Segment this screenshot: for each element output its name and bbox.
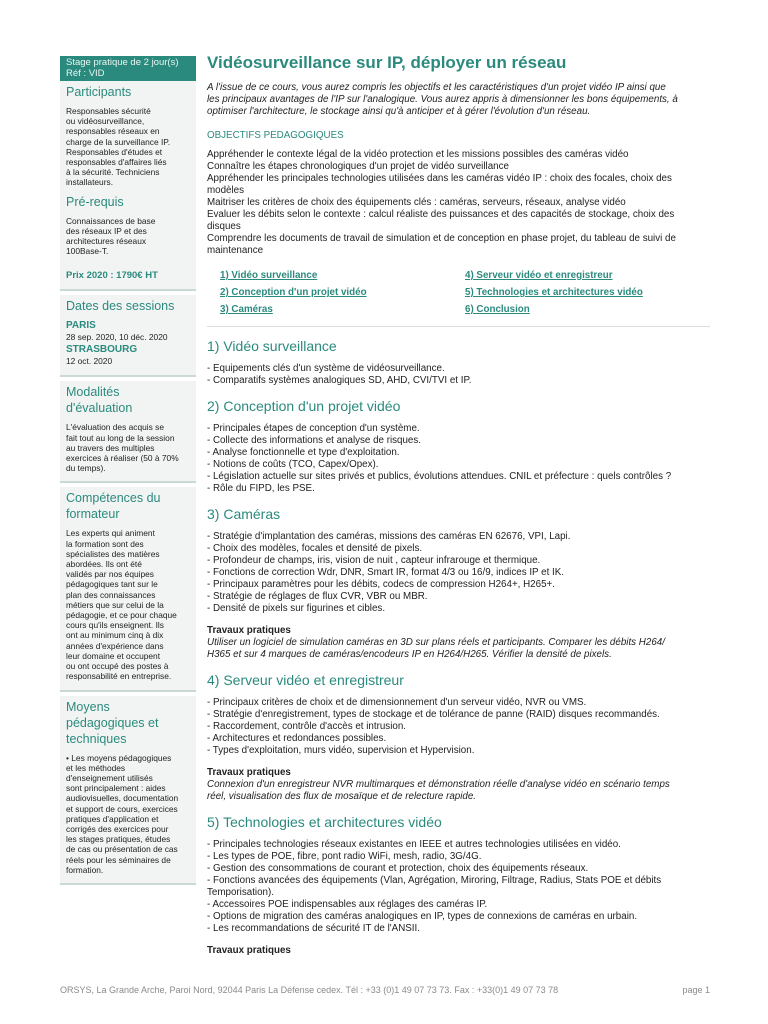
text-line: plan des connaissances xyxy=(66,589,156,600)
bullet-item: - Rôle du FIPD, les PSE. xyxy=(207,483,315,494)
bullet-item: - Fonctions de correction Wdr, DNR, Smart IR, format 4/3 ou 16/9, indices IP et IK. xyxy=(207,567,565,578)
text-line: Connexion d'un enregistreur NVR multimarques et démonstration réelle d'analyse vidéo en scénario temps xyxy=(207,779,670,790)
page-footer xyxy=(60,985,710,995)
stage-info-box xyxy=(60,56,196,81)
text-line: Appréhender le contexte légal de la vidéo protection et les missions possibles des caméras vidéo xyxy=(207,149,629,160)
moyens-section xyxy=(60,696,196,885)
section-heading: 2) Conception d'un projet vidéo xyxy=(207,398,401,414)
text-line: métiers que sur celui de la xyxy=(66,599,164,610)
tp-heading: Travaux pratiques xyxy=(207,945,291,956)
session-dates-strasbourg: 12 oct. 2020 xyxy=(66,356,113,367)
bullet-item: - Principales étapes de conception d'un système. xyxy=(207,423,420,434)
section-bullets xyxy=(207,423,710,495)
text-line: pédagogie, et ce pour chaque xyxy=(66,610,177,621)
text-line: des réseaux IP et des xyxy=(66,225,147,236)
bullet-item: - Les recommandations de sécurité IT de l'ANSII. xyxy=(207,923,420,934)
bullet-item: - Equipements clés d'un système de vidéosurveillance. xyxy=(207,363,445,374)
section-video-surveillance xyxy=(207,337,710,387)
section-cameras xyxy=(207,505,710,661)
footer-address: ORSYS, La Grande Arche, Paroi Nord, 92044 Paris La Défense cedex. Tél : +33 (0)1 49 07 73 73. Fax : +33(0)1 49 07 73 78 xyxy=(60,985,559,995)
sidebar xyxy=(60,56,196,885)
text-line: la formation sont des xyxy=(66,538,144,549)
text-line: validés par nos équipes xyxy=(66,569,154,580)
text-line: pédagogiques tant sur le xyxy=(66,579,158,590)
text-line: ou vidéosurveillance, xyxy=(66,116,145,127)
bullet-item: - Stratégie d'implantation des caméras, missions des caméras EN 62676, VPI, Lapi. xyxy=(207,531,571,542)
text-line: du temps). xyxy=(66,463,106,474)
tp-heading: Travaux pratiques xyxy=(207,625,291,636)
bullet-item: - Architectures et redondances possibles. xyxy=(207,733,387,744)
text-line: charge de la surveillance IP. xyxy=(66,136,171,147)
section-heading: 3) Caméras xyxy=(207,506,281,522)
toc-link-conclusion[interactable]: 6) Conclusion xyxy=(465,304,530,315)
tp-text xyxy=(207,779,710,803)
tp-heading: Travaux pratiques xyxy=(207,767,291,778)
text-line: Connaître les étapes chronologiques d'un projet de vidéo surveillance xyxy=(207,161,509,172)
bullet-item: - Accessoires POE indispensables aux réglages des caméras IP. xyxy=(207,899,488,910)
text-line: responsabilité en entreprise. xyxy=(66,671,172,682)
session-dates-paris: 28 sep. 2020, 10 déc. 2020 xyxy=(66,332,168,343)
bullet-item: - Types d'exploitation, murs vidéo, supervision et Hypervision. xyxy=(207,745,475,756)
table-of-contents xyxy=(207,269,710,320)
bullet-item: Temporisation). xyxy=(207,887,274,898)
course-intro xyxy=(207,82,710,118)
toc-column-left xyxy=(220,269,465,320)
prereq-heading: Pré-requis xyxy=(66,194,124,209)
modalites-heading xyxy=(66,384,190,416)
bullet-item: - Les types de POE, fibre, pont radio WiFi, mesh, radio, 3G/4G. xyxy=(207,851,482,862)
text-line: Comprendre les documents de travail de simulation et de conception en phase projet, du tableau de suivi de xyxy=(207,233,676,244)
bullet-item: - Stratégie d'enregistrement, types de stockage et de tolérance de panne (RAID) disques recommandés. xyxy=(207,709,660,720)
text-line: optimiser l'architecture, le stockage ainsi qu'à anticiper et à gérer l'évolution d'un réseau. xyxy=(207,106,591,117)
heading-line: Modalités xyxy=(66,385,120,400)
participants-text xyxy=(66,106,190,188)
sessions-heading: Dates des sessions xyxy=(66,299,175,314)
bullet-item: - Gestion des consommations de courant et protection, choix des équipements réseaux. xyxy=(207,863,589,874)
section-heading: 5) Technologies et architectures vidéo xyxy=(207,814,442,830)
bullet-item: - Collecte des informations et analyse de risques. xyxy=(207,435,422,446)
bullet-item: - Principales technologies réseaux existantes en IEEE et autres technologies utilisées en vidéo. xyxy=(207,839,621,850)
text-line: à la sécurité. Techniciens xyxy=(66,167,160,178)
text-line: Les experts qui animent xyxy=(66,528,155,539)
text-line: et les méthodes xyxy=(66,762,126,773)
section-bullets xyxy=(207,531,710,615)
bullet-item: - Options de migration des caméras analogiques en IP, types de connexions de caméras en urbain. xyxy=(207,911,638,922)
text-line: Appréhender les principales technologies utilisées dans les caméras vidéo IP : choix des focales, choix des xyxy=(207,173,672,184)
section-bullets xyxy=(207,839,710,935)
page-title: Vidéosurveillance sur IP, déployer un réseau xyxy=(207,53,567,72)
bullet-item: - Profondeur de champs, iris, vision de nuit , capteur infrarouge et thermique. xyxy=(207,555,541,566)
bullet-item: - Choix des modèles, focales et densité de pixels. xyxy=(207,543,423,554)
text-line: Responsables sécurité xyxy=(66,106,151,116)
heading-line: pédagogiques et xyxy=(66,715,159,730)
text-line: de cas ou présentation de cas xyxy=(66,844,178,855)
text-line: et support de cours, exercices xyxy=(66,803,178,814)
text-line: ont au minimum cinq à dix xyxy=(66,630,164,641)
text-line: Responsables d'études et xyxy=(66,146,163,157)
toc-link-technologies[interactable]: 5) Technologies et architectures vidéo xyxy=(465,287,643,298)
text-line: ou ont occupé des postes à xyxy=(66,661,169,672)
text-line: architectures réseaux xyxy=(66,236,147,247)
text-line: Evaluer les débits selon le contexte : calcul réaliste des puissances et des capacités de stockage, choix des xyxy=(207,209,675,220)
text-line: A l'issue de ce cours, vous aurez compris les objectifs et les caractéristiques d'un projet vidéo IP ainsi que xyxy=(207,82,666,93)
heading-line: Compétences du xyxy=(66,491,161,506)
heading-line: formateur xyxy=(66,507,120,522)
text-line: disques xyxy=(207,221,241,232)
bullet-item: - Notions de coûts (TCO, Capex/Opex). xyxy=(207,459,379,470)
heading-line: techniques xyxy=(66,731,127,746)
toc-link-cameras[interactable]: 3) Caméras xyxy=(220,304,273,315)
text-line: responsables d'affaires liés xyxy=(66,157,167,168)
toc-link-serveur[interactable]: 4) Serveur vidéo et enregistreur xyxy=(465,270,613,281)
divider xyxy=(207,326,710,327)
competences-text xyxy=(66,528,190,681)
text-line: 100Base-T. xyxy=(66,246,109,257)
section-technologies xyxy=(207,813,710,957)
objectives-list xyxy=(207,149,710,257)
participants-heading: Participants xyxy=(66,85,132,99)
bullet-item: - Analyse fonctionnelle et type d'exploitation. xyxy=(207,447,400,458)
heading-line: Moyens xyxy=(66,699,110,714)
bullet-item: - Densité de pixels sur figurines et cibles. xyxy=(207,603,386,614)
session-city-strasbourg[interactable]: STRASBOURG xyxy=(66,344,138,356)
text-line: leur domaine et occupent xyxy=(66,650,161,661)
text-line: responsables réseaux en xyxy=(66,126,160,137)
text-line: installateurs. xyxy=(66,177,114,188)
text-line: Maitriser les critères de choix des équipements clés : caméras, serveurs, réseaux, analyse vidéo xyxy=(207,197,626,208)
text-line: au travers des multiples xyxy=(66,442,155,453)
toc-column-right xyxy=(465,269,710,320)
text-line: maintenance xyxy=(207,245,264,256)
competences-heading xyxy=(66,490,190,522)
toc-link-video-surveillance[interactable]: 1) Vidéo surveillance xyxy=(220,270,318,281)
text-line: d'enseignement utilisés xyxy=(66,772,153,783)
text-line: abordées. Ils ont été xyxy=(66,559,142,570)
text-line: sont principalement : aides xyxy=(66,783,166,794)
text-line: Utiliser un logiciel de simulation caméras en 3D sur plans réels et participants. Comparer les débits H264/ xyxy=(207,637,665,648)
toc-link-conception[interactable]: 2) Conception d'un projet vidéo xyxy=(220,287,367,298)
stage-reference: Réf : VID xyxy=(66,68,105,79)
section-bullets xyxy=(207,697,710,757)
bullet-item: - Fonctions avancées des équipements (Vlan, Agrégation, Miroring, Filtrage, Radius, Stats POE et débits xyxy=(207,875,662,886)
text-line: années d'expérience dans xyxy=(66,640,164,651)
text-line: H365 et sur 4 marques de caméras/encodeurs IP en H264/H265. Vérifier la densité de pixels. xyxy=(207,649,612,660)
sessions-section xyxy=(60,295,196,377)
text-line: • Les moyens pédagogiques xyxy=(66,752,172,763)
text-line: pratiques d'application et xyxy=(66,813,159,824)
text-line: modèles xyxy=(207,185,245,196)
text-line: L'évaluation des acquis se xyxy=(66,422,164,433)
text-line: réels pour les séminaires de xyxy=(66,854,171,865)
text-line: audiovisuelles, documentation xyxy=(66,793,179,804)
stage-duration: Stage pratique de 2 jour(s) xyxy=(66,57,179,68)
competences-section xyxy=(60,487,196,691)
section-conception xyxy=(207,397,710,495)
bullet-item: - Principaux paramètres pour les débits, codecs de compression H264+, H265+. xyxy=(207,579,555,590)
section-heading: 1) Vidéo surveillance xyxy=(207,338,337,354)
participants-section xyxy=(60,81,196,291)
bullet-item: - Législation actuelle sur sites privés et publics, évolutions attendues. CNIL et préfecture : quels contrôles ? xyxy=(207,471,672,482)
section-serveur xyxy=(207,671,710,803)
section-heading: 4) Serveur vidéo et enregistreur xyxy=(207,672,404,688)
page-number: page 1 xyxy=(682,985,710,995)
text-line: cours qu'ils enseignent. Ils xyxy=(66,620,164,631)
section-bullets xyxy=(207,363,710,387)
text-line: exercices à réaliser (50 à 70% xyxy=(66,453,179,464)
text-line: les stages pratiques, études xyxy=(66,834,171,845)
tp-text xyxy=(207,637,710,661)
text-line: les principaux avantages de l'IP sur l'analogique. Vous aurez appris à dimensionner les bons équipements, à xyxy=(207,94,678,105)
modalites-text xyxy=(66,422,190,473)
heading-line: d'évaluation xyxy=(66,401,133,416)
prereq-text xyxy=(66,216,190,257)
modalites-section xyxy=(60,381,196,483)
main-content xyxy=(207,52,710,957)
moyens-heading xyxy=(66,699,190,747)
bullet-item: - Raccordement, contrôle d'accès et intrusion. xyxy=(207,721,406,732)
bullet-item: - Comparatifs systèmes analogiques SD, AHD, CVI/TVI et IP. xyxy=(207,375,472,386)
text-line: spécialistes des matières xyxy=(66,548,160,559)
bullet-item: - Principaux critères de choix et de dimensionnement d'un serveur vidéo, NVR ou VMS. xyxy=(207,697,587,708)
text-line: formation. xyxy=(66,864,104,875)
text-line: fait tout au long de la session xyxy=(66,432,175,443)
objectives-heading: OBJECTIFS PEDAGOGIQUES xyxy=(207,130,344,141)
text-line: Connaissances de base xyxy=(66,215,156,226)
bullet-item: - Stratégie de réglages de flux CVR, VBR ou MBR. xyxy=(207,591,428,602)
session-city-paris[interactable]: PARIS xyxy=(66,320,96,332)
price: Prix 2020 : 1790€ HT xyxy=(66,270,158,282)
text-line: réel, visualisation des flux de mosaïque et de relecture rapide. xyxy=(207,791,477,802)
text-line: corrigés des exercices pour xyxy=(66,823,169,834)
moyens-text xyxy=(66,753,190,875)
